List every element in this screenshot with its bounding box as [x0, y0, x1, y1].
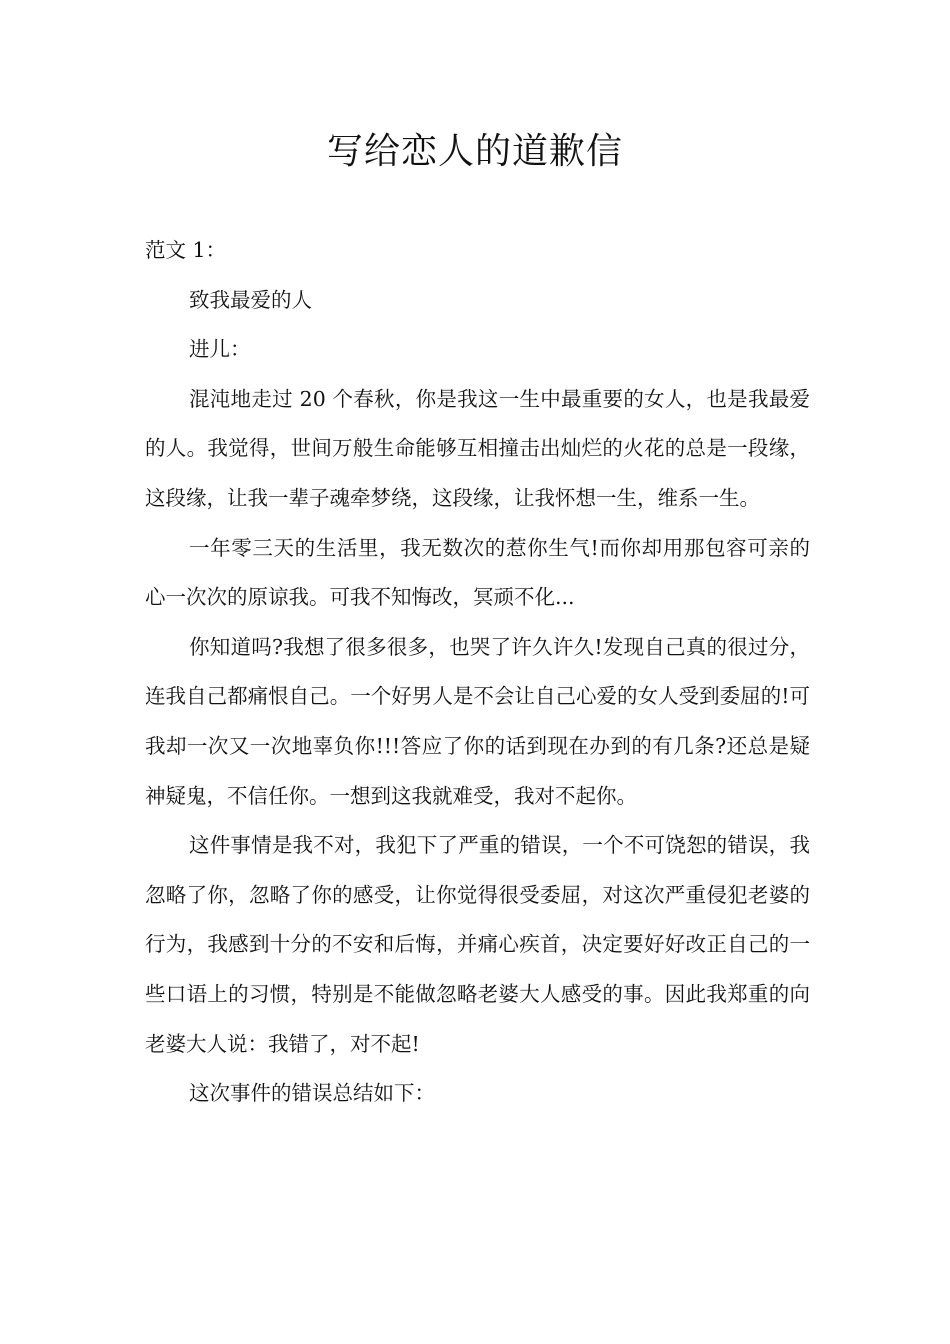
document-title: 写给恋人的道歉信 — [326, 131, 623, 172]
paragraph: 致我最爱的人 — [189, 287, 312, 312]
paragraph: 混沌地走过 20 个春秋，你是我这一生中最重要的女人，也是我最爱的人。我觉得，世间万般生命能够互相撞击出灿烂的火花的总是一段缘，这段缘，让我一辈子魂牵梦绕，这段缘，让我怀想一生，维系一生。 — [145, 386, 810, 510]
document-body — [145, 226, 810, 1119]
paragraph: 这次事件的错误总结如下： — [189, 1081, 435, 1106]
paragraph: 范文 1： — [145, 238, 227, 262]
paragraph: 一年零三天的生活里，我无数次的惹你生气!而你却用那包容可亲的心一次次的原谅我。可我不知悔改，冥顽不化... — [145, 535, 810, 610]
paragraph: 这件事情是我不对，我犯下了严重的错误，一个不可饶恕的错误，我忽略了你，忽略了你的感受，让你觉得很受委屈，对这次严重侵犯老婆的行为，我感到十分的不安和后悔，并痛心疾首，决定要好好改正自己的一些口语上的习惯，特别是不能做忽略老婆大人感受的事。因此我郑重的向老婆大人说：我错了，对不起! — [145, 833, 810, 1056]
paragraph: 进儿： — [189, 337, 251, 362]
paragraph: 你知道吗?我想了很多很多，也哭了许久许久!发现自己真的很过分，连我自己都痛恨自己。一个好男人是不会让自己心爱的女人受到委屈的!可我却一次又一次地辜负你!!!答应了你的话到现在办到的有几条?还总是疑神疑鬼，不信任你。一想到这我就难受，我对不起你。 — [145, 634, 810, 808]
